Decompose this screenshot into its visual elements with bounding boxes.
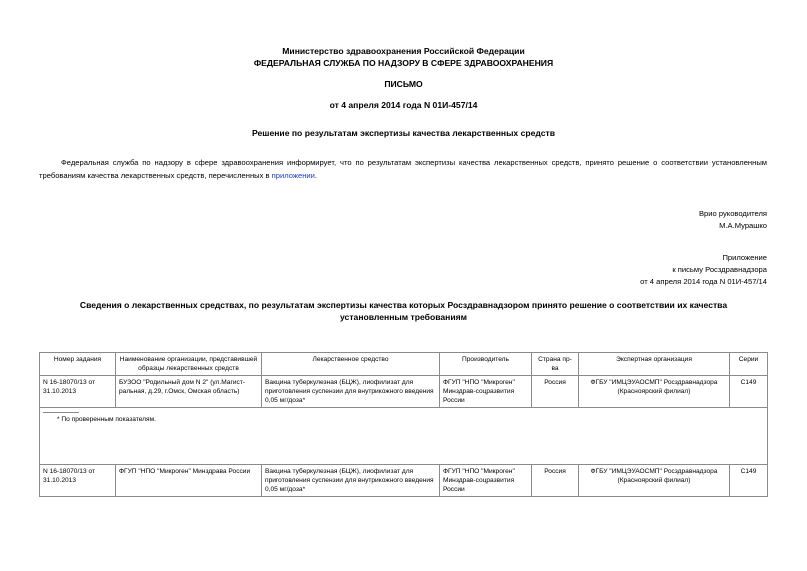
header-series: Серии: [730, 353, 768, 376]
ministry-name: Министерство здравоохранения Российской Федерации: [282, 46, 525, 56]
cell-medicine: Вакцина туберкулезная (БЦЖ), лиофилизат для приготовления суспензии для внутрикожного введения 0,05 мг/доза*: [262, 376, 440, 408]
cell-manufacturer: ФГУП "НПО "Микроген" Минздрав-соцразвития России: [440, 376, 532, 408]
appendix-to-letter: к письму Росздравнадзора: [672, 265, 767, 274]
cell-manufacturer: ФГУП "НПО "Микроген" Минздрав-соцразвития России: [440, 465, 532, 497]
appendix-title: Приложение: [722, 253, 767, 262]
footnote-text: * По проверенным показателям.: [57, 416, 156, 423]
table-row: [40, 376, 768, 408]
cell-medicine: Вакцина туберкулезная (БЦЖ), лиофилизат для приготовления суспензии для внутрикожного введения 0,05 мг/доза*: [262, 465, 440, 497]
table-header-row: [40, 353, 768, 376]
header-medicine: Лекарственное средство: [262, 353, 440, 376]
appendix-date-number: от 4 апреля 2014 года N 01И-457/14: [640, 277, 767, 286]
body-paragraph-end: .: [314, 171, 317, 180]
table-footnote-row: [40, 408, 768, 465]
header-country: Страна пр-ва: [532, 353, 579, 376]
signature-position: Врио руководителя: [698, 209, 767, 218]
header-expert-organization: Экспертная организация: [579, 353, 730, 376]
footnote-cell: [40, 408, 768, 465]
appendix-heading: Сведения о лекарственных средствах, по результатам экспертизы качества которых Росздравнадзором принято решение о соответствии их качества установленным требованиям: [79, 300, 728, 322]
header-task-number: Номер задания: [40, 353, 116, 376]
cell-series: С149: [730, 376, 768, 408]
body-paragraph: [39, 156, 767, 182]
document-subject: Решение по результатам экспертизы качества лекарственных средств: [251, 128, 556, 138]
header-manufacturer: Производитель: [440, 353, 532, 376]
cell-series: С149: [730, 465, 768, 497]
cell-expert-organization: ФГБУ "ИМЦЭУАОСМП" Росздравнадзора (Красноярский филиал): [579, 376, 730, 408]
document-date-number: от 4 апреля 2014 года N 01И-457/14: [329, 100, 478, 110]
cell-country: Россия: [532, 376, 579, 408]
cell-organization: БУЗОО "Родильный дом N 2" (ул.Магист-ральная, д.29, г.Омск, Омская область): [116, 376, 262, 408]
medicines-table: [39, 352, 768, 497]
appendix-link[interactable]: приложении: [271, 171, 315, 180]
cell-task-number: N 16-18070/13 от 31.10.2013: [40, 465, 116, 497]
cell-task-number: N 16-18070/13 от 31.10.2013: [40, 376, 116, 408]
body-paragraph-text: Федеральная служба по надзору в сфере здравоохранения информирует, что по результатам экспертизы качества лекарственных средств, принято решение о соответствии установленным требованиям качества лекарственных средств, перечисленных в: [39, 158, 767, 180]
cell-country: Россия: [532, 465, 579, 497]
service-name: ФЕДЕРАЛЬНАЯ СЛУЖБА ПО НАДЗОРУ В СФЕРЕ ЗДРАВООХРАНЕНИЯ: [253, 58, 554, 68]
table-row: [40, 465, 768, 497]
cell-organization: ФГУП "НПО "Микроген" Минздрава России: [116, 465, 262, 497]
document-type: ПИСЬМО: [384, 79, 423, 89]
signature-name: М.А.Мурашко: [719, 221, 767, 230]
cell-expert-organization: ФГБУ "ИМЦЭУАОСМП" Росздравнадзора (Красноярский филиал): [579, 465, 730, 497]
header-organization: Наименование организации, представившей образцы лекарственных средств: [116, 353, 262, 376]
